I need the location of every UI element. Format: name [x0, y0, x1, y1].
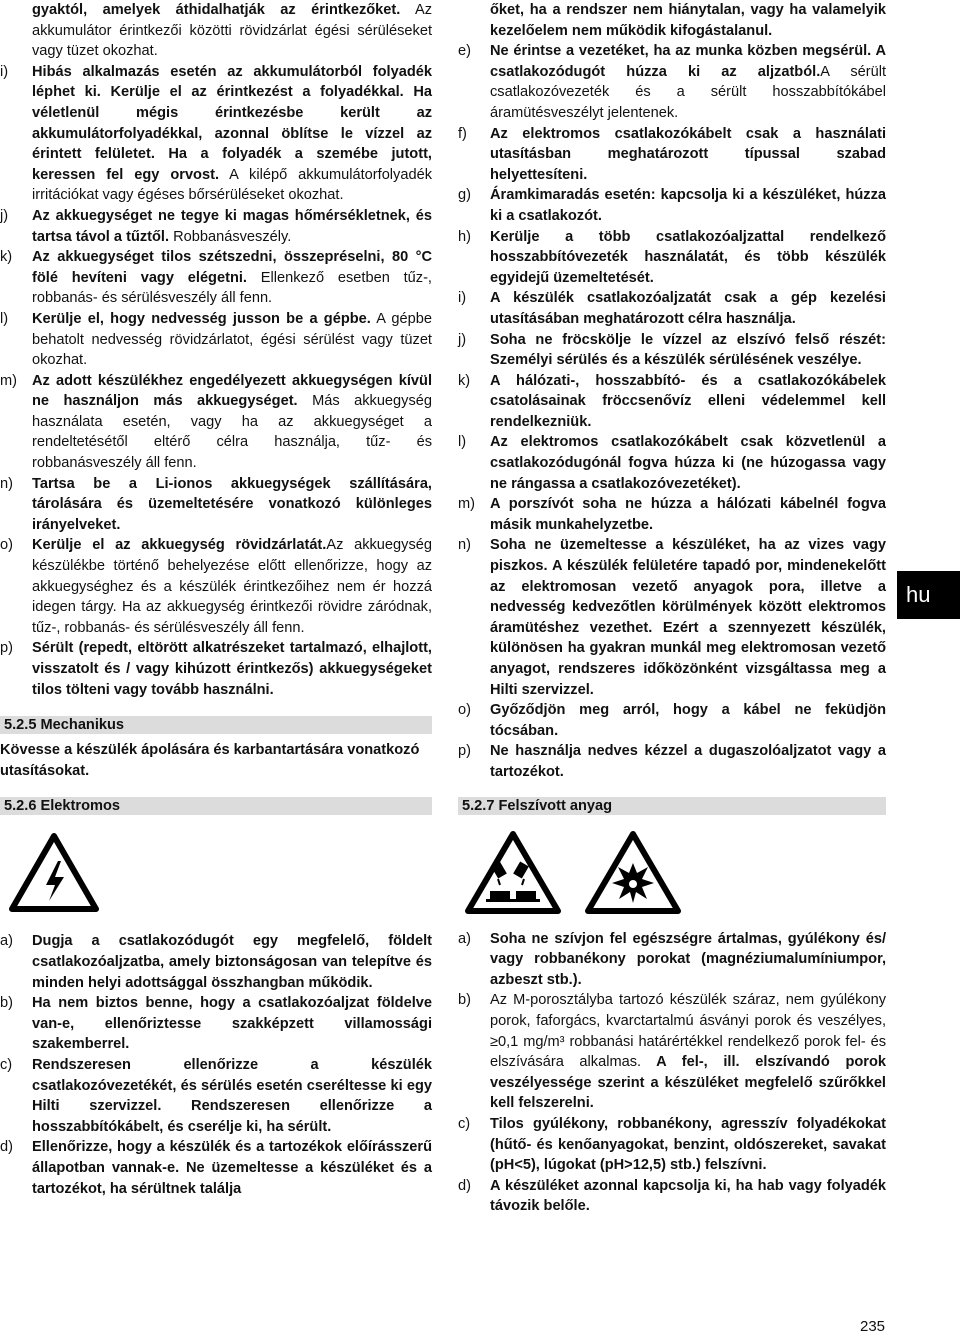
page-number: 235 [860, 1318, 886, 1335]
list-item: k) Az akkuegységet tilos szétszedni, összepréselni, 80 °C fölé hevíteni vagy elégetni. Ellenkező esetben tűz-, robbanás- és sérülésveszély áll fenn. [0, 249, 432, 307]
list-item: i) A készülék csatlakozóaljzatát csak a gép kezelési utasításában meghatározott célra használja. [458, 290, 886, 327]
language-tab: hu [897, 571, 960, 619]
corrosive-hazard-icon [464, 829, 562, 915]
list-item: j) Az akkuegységet ne tegye ki magas hőmérsékletnek, és tartsa távol a tűztől. Robbanásveszély. [0, 207, 432, 245]
left-column [0, 0, 432, 1199]
list-item: o) Győződjön meg arról, hogy a kábel ne feküdjön tócsában. [458, 702, 886, 739]
list-item: a) Soha ne szívjon fel egészségre ártalmas, gyúlékony és/ vagy robbanékony porokat (magnéziumalumíniumpor, azbeszt stb.). [458, 930, 886, 988]
list-item: l) Az elektromos csatlakozókábelt csak közvetlenül a csatlakozódugónál fogva húzza ki (ne húzogassa vagy ne rángassa a csatlakozóvezetéket). [458, 434, 886, 492]
section-heading-material: 5.2.7 Felszívott anyag [458, 797, 886, 815]
electrical-hazard-icon [8, 831, 100, 913]
list-item: b) Ha nem biztos benne, hogy a csatlakozóaljzat földelve van-e, ellenőriztesse szakképzett villamossági szakemberrel. [0, 995, 432, 1053]
list-item: a) Dugja a csatlakozódugót egy megfelelő, földelt csatlakozóaljzatba, amely biztonságosan van telepítve és minden helyi adottsággal összhangban működik. [0, 933, 432, 991]
section-heading-electrical: 5.2.6 Elektromos [0, 797, 432, 815]
list-item: m) A porszívót soha ne húzza a hálózati kábelnél fogva másik munkahelyzetbe. [458, 496, 886, 533]
list-item: b) Az M-porosztályba tartozó készülék száraz, nem gyúlékony porok, faforgács, kvarctartalmú ásványi porok és veszélyes, ≥0,1 mg/m³ robbanási határértékkel rendelkező porok fel- és elszívására alkalmas. A fel-, ill. elszívandó porok veszélyessége szerint a készüléket megfelelő szűrőkkel kell felszerelni. [458, 992, 886, 1112]
list-item: e) Ne érintse a vezetéket, ha az munka közben megsérül. A csatlakozódugót húzza ki az aljzatból.A sérült csatlakozóvezeték és a sérült hosszabbítókábel áramütésveszélyt jelentenek. [458, 43, 887, 121]
list-item: f) Az elektromos csatlakozókábelt csak a használati utasításban meghatározott típussal szabad helyettesíteni. [458, 125, 886, 183]
intro-paragraph: gyaktól, amelyek áthidalhatják az érintkezőket. Az akkumulátor érintkezői közötti rövidzárlat égési sérüléseket vagy tüzet okozhat. [32, 2, 432, 60]
list-item: i) Hibás alkalmazás esetén az akkumulátorból folyadék léphet ki. Kerülje el az érintkezést a folyadékkal. Ha véletlenül mégis érintkezésbe került az akkumulátorfolyadékkal, azonnal öblítse le vízzel az érintett felületet. Ha a folyadék a szemébe jutott, keressen fel egy orvost. A kilépő akkumulátorfolyadék irritációkat vagy égéses bőrsérüléseket okozhat. [0, 63, 432, 204]
list-item: o) Kerülje el az akkuegység rövidzárlatát.Az akkuegység készülékbe történő behelyezése előtt ellenőrizze, hogy az akkuegységhez és a készülék érintkezőihez nem ér hozzá idegen tárgy. Ha az akkuegység érintkezői rövidre záródnak, tűz-, robbanás- és sérülésveszély áll fenn. [0, 537, 432, 636]
list-item: n) Soha ne üzemeltesse a készüléket, ha az vizes vagy piszkos. A készülék felületére tapadó por, mindenekelőtt az elektromosan vezető anyagok pora, illetve a nedvesség kedvezőtlen körülmények között elektromos áramütéshez vezethet. Ezért a szennyezett készülék, különösen ha gyakran munkál meg elektromosan vezető anyagot, rendszeres időközönként vizsgáltassa meg a Hilti szervizzel. [458, 537, 886, 698]
explosive-hazard-icon [584, 829, 682, 915]
list-item: d) Ellenőrizze, hogy a készülék és a tartozékok előírásszerű állapotban vannak-e. Ne üzemeltesse a készüléket és a tartozékot, ha sérültnek találja [0, 1139, 432, 1197]
mechanical-text: Kövesse a készülék ápolására és karbantartására vonatkozó utasításokat. [0, 742, 420, 779]
list-item: d) A készüléket azonnal kapcsolja ki, ha hab vagy folyadék távozik belőle. [458, 1177, 886, 1215]
right-column [458, 0, 886, 1217]
section-heading-mechanical: 5.2.5 Mechanikus [0, 716, 432, 734]
list-item: l) Kerülje el, hogy nedvesség jusson be a gépbe. A gépbe behatolt nedvesség rövidzárlatot, égési sérülést vagy tüzet okozhat. [0, 310, 432, 369]
hazard-icons [464, 829, 886, 915]
list-item: p) Sérült (repedt, eltörött alkatrészeket tartalmazó, elhajlott, visszatolt és / vagy kihúzott érintkezős) akkuegységeket tilos tölteni vagy tovább használni. [0, 640, 432, 698]
list-item: n) Tartsa be a Li-ionos akkuegységek szállítására, tárolására és üzemeltetésére vonatkozó különleges irányelveket. [0, 475, 432, 533]
list-item: c) Rendszeresen ellenőrizze a készülék csatlakozóvezetékét, és sérülés esetén cseréltesse ki egy Hilti szervizzel. Rendszeresen ellenőrizze a hosszabbítókábelt, és cserélje ki, ha sérült. [0, 1056, 432, 1135]
continued-paragraph: őket, ha a rendszer nem hiánytalan, vagy ha valamelyik kezelőelem nem működik kifogástalanul. [490, 2, 886, 39]
list-item: k) A hálózati-, hosszabbító- és a csatlakozókábelek csatolásainak fröccsenővíz elleni védelemmel kell rendelkezniük. [458, 372, 886, 430]
list-item: h) Kerülje a több csatlakozóaljzattal rendelkező hosszabbítóvezeték használatát, és több készülék egyidejű üzemeltetését. [458, 228, 886, 286]
list-item: g) Áramkimaradás esetén: kapcsolja ki a készüléket, húzza ki a csatlakozót. [458, 187, 886, 224]
list-item: m) Az adott készülékhez engedélyezett akkuegységen kívül ne használjon más akkuegységet. Más akkuegység használata esetén, vagy ha az akkuegységet a rendeltetésétől eltérő célra használja, tűz- és robbanásveszély áll fenn. [0, 372, 432, 472]
list-item: p) Ne használja nedves kézzel a dugaszolóaljzatot vagy a tartozékot. [458, 743, 886, 780]
list-item: c) Tilos gyúlékony, robbanékony, agresszív folyadékokat (hűtő- és kenőanyagokat, benzint, oldószereket, savakat (pH<5), lúgokat (pH>12,5) stb.) felszívni. [458, 1115, 886, 1174]
list-item: j) Soha ne fröcskölje le vízzel az elszívó felső részét: Személyi sérülés és a készülék sérülésének veszélye. [458, 331, 886, 369]
